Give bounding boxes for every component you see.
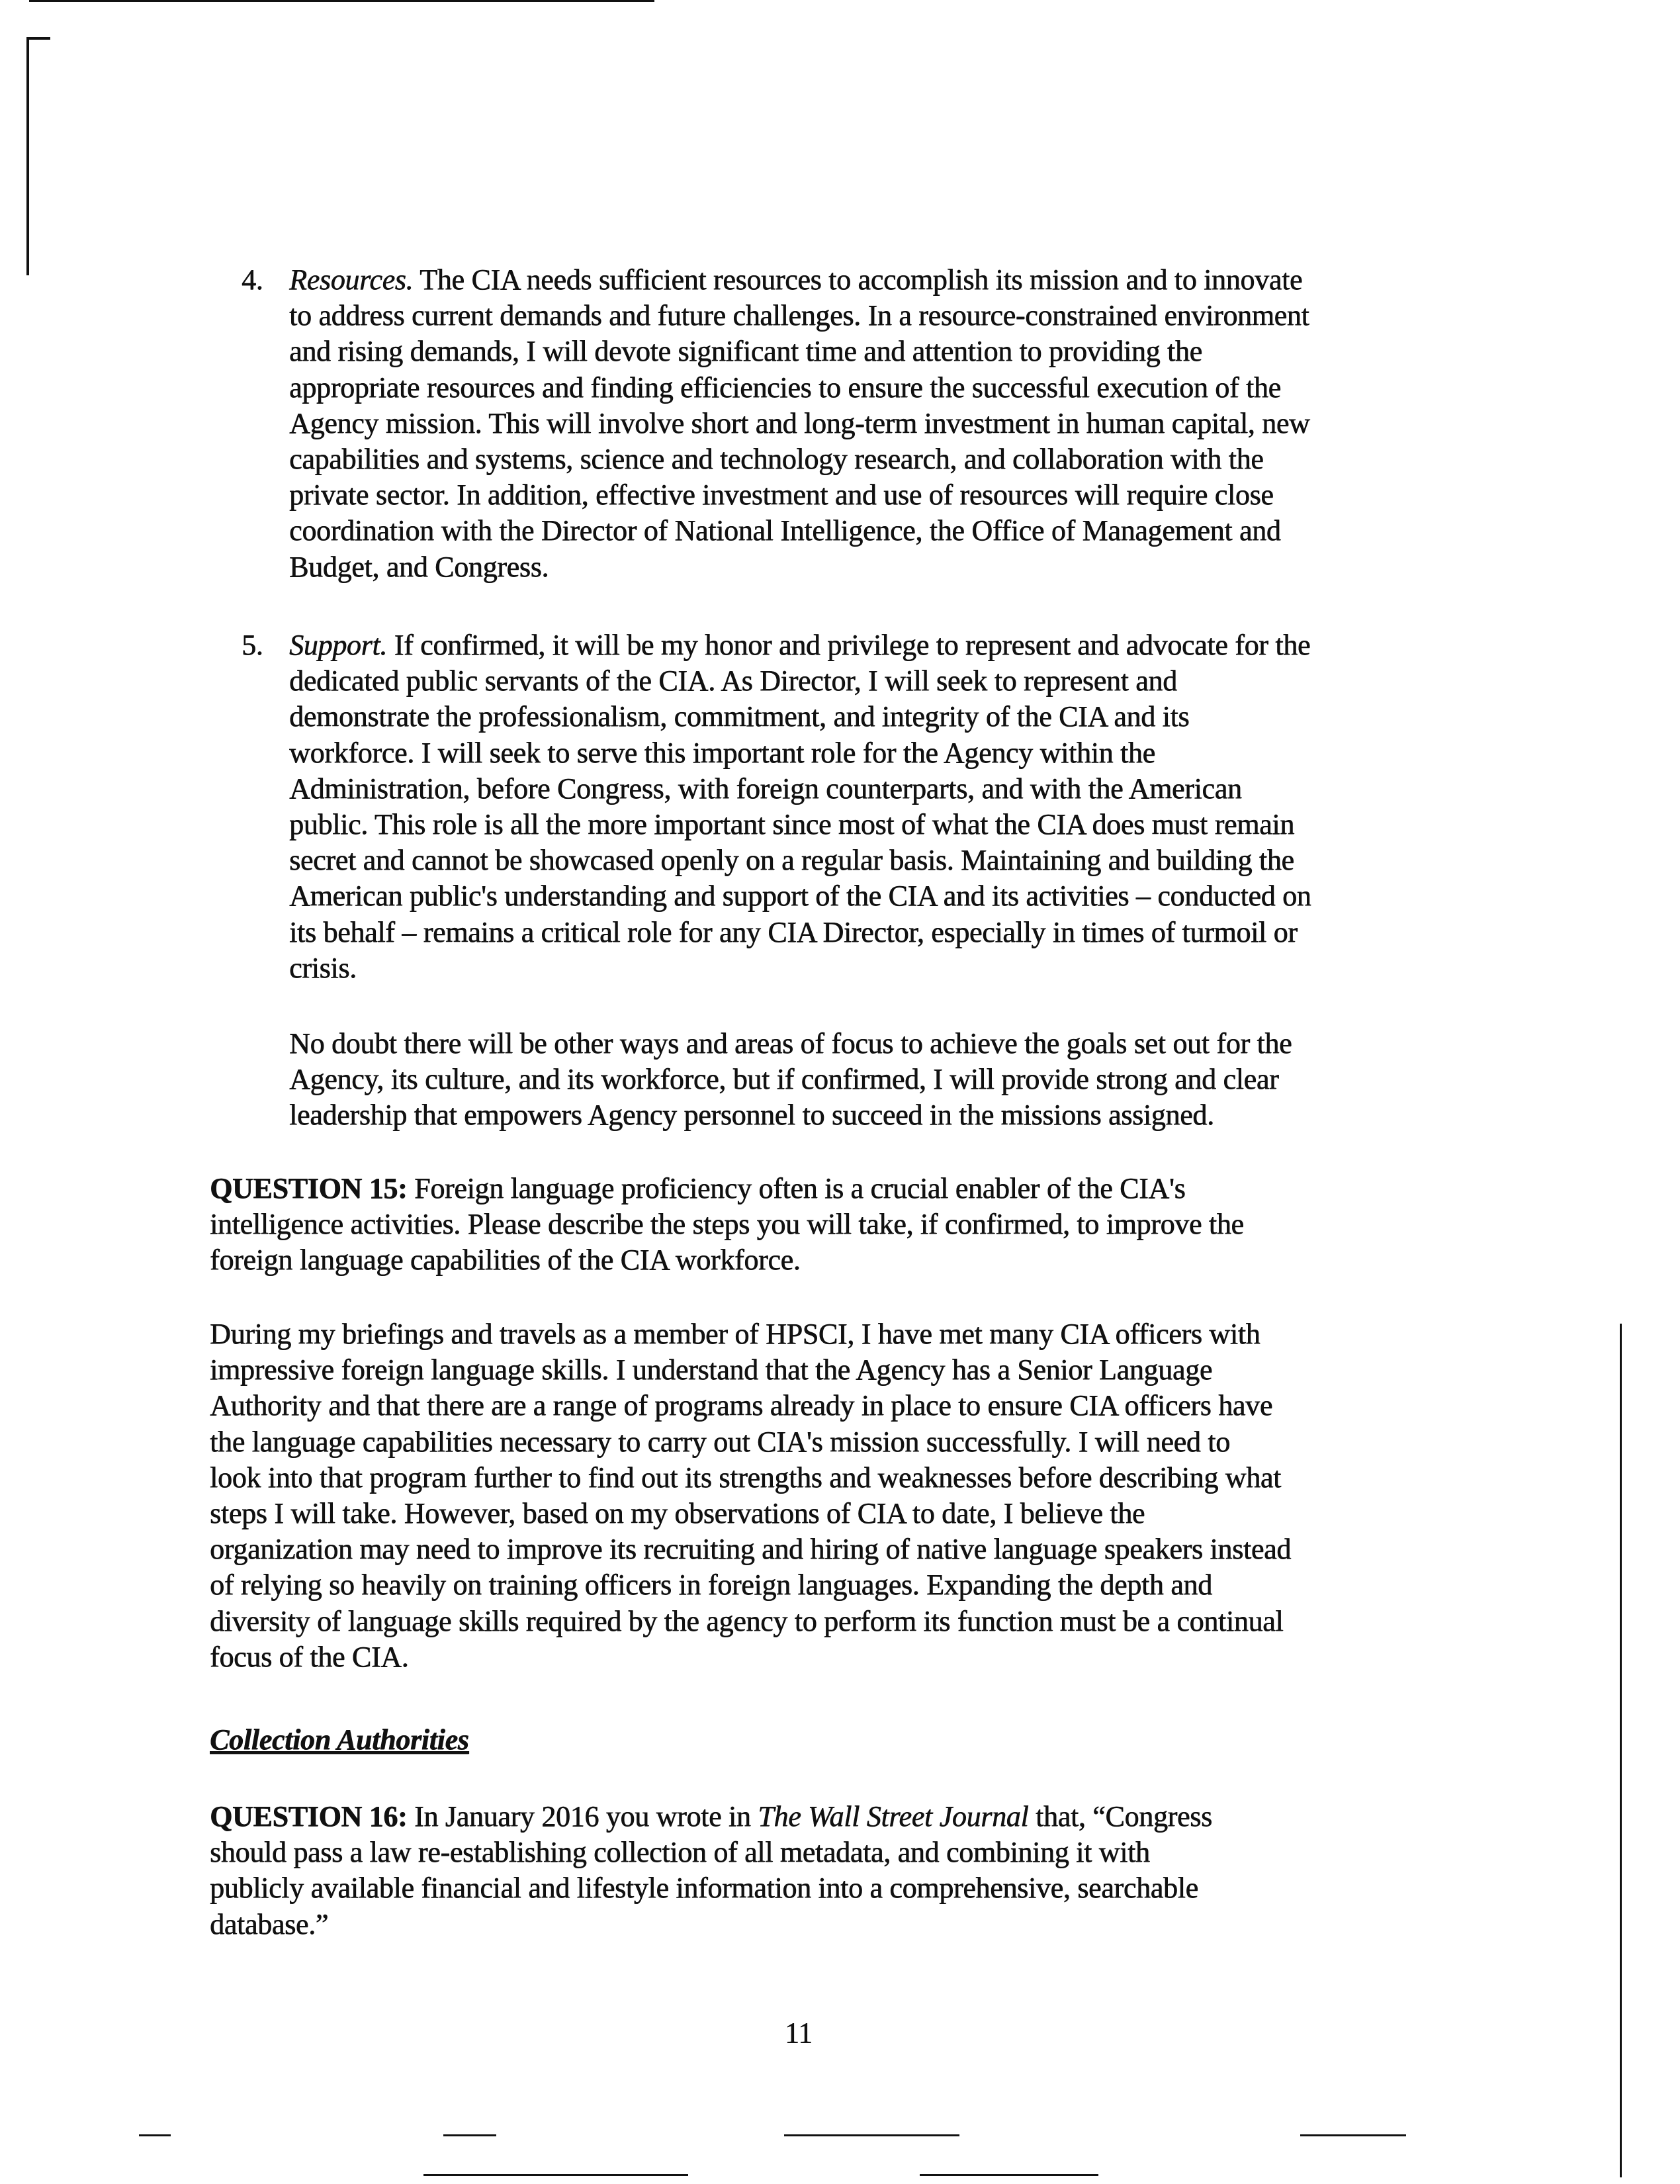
text-line: Authority and that there are a range of programs already in place to ensure CIA officers have	[210, 1389, 1272, 1422]
text-line: During my briefings and travels as a member of HPSCI, I have met many CIA officers with	[210, 1318, 1260, 1350]
scan-dash	[1300, 2134, 1406, 2136]
text-line: private sector. In addition, effective investment and use of resources will require close	[289, 478, 1274, 512]
scan-dash	[443, 2134, 496, 2136]
text-line: look into that program further to find out its strengths and weaknesses before describing what	[210, 1461, 1281, 1494]
text-line: Administration, before Congress, with foreign counterparts, and with the American	[289, 772, 1242, 805]
item-line: Support. If confirmed, it will be my honor and privilege to represent and advocate for the	[289, 629, 1311, 661]
scan-border-left	[26, 37, 29, 275]
item-5	[242, 627, 1311, 986]
text-line: demonstrate the professionalism, commitment, and integrity of the CIA and its	[289, 700, 1190, 733]
publication-name: The Wall Street Journal	[758, 1800, 1029, 1833]
text-line: its behalf – remains a critical role for any CIA Director, especially in times of turmoil or	[289, 915, 1298, 948]
text-line: of relying so heavily on training officers in foreign languages. Expanding the depth and	[210, 1569, 1212, 1602]
text-line: Agency mission. This will involve short and long-term investment in human capital, new	[289, 406, 1310, 439]
question-line: QUESTION 15: Foreign language proficiency often is a crucial enabler of the CIA's	[210, 1172, 1186, 1205]
text-line: secret and cannot be showcased openly on a regular basis. Maintaining and building the	[289, 844, 1294, 877]
text-line: Agency, its culture, and its workforce, but if confirmed, I will provide strong and clear	[289, 1063, 1279, 1096]
item-line: Resources. The CIA needs sufficient resources to accomplish its mission and to innovate	[289, 263, 1303, 296]
text-line: and rising demands, I will devote significant time and attention to providing the	[289, 335, 1202, 368]
scan-border-top	[29, 0, 654, 2]
text-line: impressive foreign language skills. I understand that the Agency has a Senior Language	[210, 1353, 1212, 1387]
text-line: to address current demands and future challenges. In a resource-constrained environment	[289, 299, 1309, 332]
scan-dash	[139, 2134, 171, 2136]
scan-dash	[784, 2134, 959, 2136]
answer-15	[210, 1316, 1291, 1675]
text-line: capabilities and systems, science and technology research, and collaboration with the	[289, 443, 1264, 476]
text-line: organization may need to improve its recruiting and hiring of native language speakers instead	[210, 1533, 1291, 1566]
text-line: diversity of language skills required by the agency to perform its function must be a continual	[210, 1604, 1284, 1637]
section-heading: Collection Authorities	[210, 1723, 469, 1756]
item-number: 5.	[242, 629, 263, 661]
item-number: 4.	[242, 263, 263, 296]
question-16	[210, 1799, 1212, 1942]
closing-paragraph	[289, 1026, 1292, 1134]
text-line: No doubt there will be other ways and areas of focus to achieve the goals set out for the	[289, 1027, 1292, 1060]
text-line: the language capabilities necessary to carry out CIA's mission successfully. I will need to	[210, 1425, 1230, 1458]
question-label: QUESTION 16:	[210, 1800, 408, 1833]
text-line: appropriate resources and finding efficiencies to ensure the successful execution of the	[289, 371, 1281, 404]
question-15	[210, 1171, 1244, 1279]
text-line: public. This role is all the more important since most of what the CIA does must remain	[289, 808, 1294, 841]
text-line: database.”	[210, 1907, 328, 1940]
item-title: Support.	[289, 629, 387, 661]
text-line: workforce. I will seek to serve this important role for the Agency within the	[289, 736, 1155, 769]
text-line: dedicated public servants of the CIA. As Director, I will seek to represent and	[289, 664, 1177, 698]
text-line: publicly available financial and lifestyle information into a comprehensive, searchable	[210, 1872, 1198, 1905]
text-line: leadership that empowers Agency personnel to succeed in the missions assigned.	[289, 1099, 1214, 1132]
text-line: coordination with the Director of National Intelligence, the Office of Management and	[289, 514, 1281, 547]
scan-dash	[920, 2174, 1098, 2176]
text-line: foreign language capabilities of the CIA workforce.	[210, 1244, 801, 1277]
text-line: Budget, and Congress.	[289, 550, 549, 583]
question-label: QUESTION 15:	[210, 1172, 408, 1205]
text-line: should pass a law re-establishing collection of all metadata, and combining it with	[210, 1836, 1150, 1869]
text-line: crisis.	[289, 951, 357, 984]
scan-dash	[423, 2174, 688, 2176]
text-line: American public's understanding and support of the CIA and its activities – conducted on	[289, 880, 1311, 913]
scan-border-corner	[26, 37, 50, 40]
text-line: steps I will take. However, based on my observations of CIA to date, I believe the	[210, 1497, 1145, 1530]
item-title: Resources.	[289, 263, 414, 296]
scan-border-right	[1620, 1324, 1622, 2177]
text-line: intelligence activities. Please describe the steps you will take, if confirmed, to improve the	[210, 1208, 1244, 1241]
question-line: QUESTION 16: In January 2016 you wrote in The Wall Street Journal that, “Congress	[210, 1800, 1212, 1833]
text-line: focus of the CIA.	[210, 1640, 409, 1673]
page-number: 11	[785, 2017, 813, 2049]
item-4	[242, 262, 1310, 585]
